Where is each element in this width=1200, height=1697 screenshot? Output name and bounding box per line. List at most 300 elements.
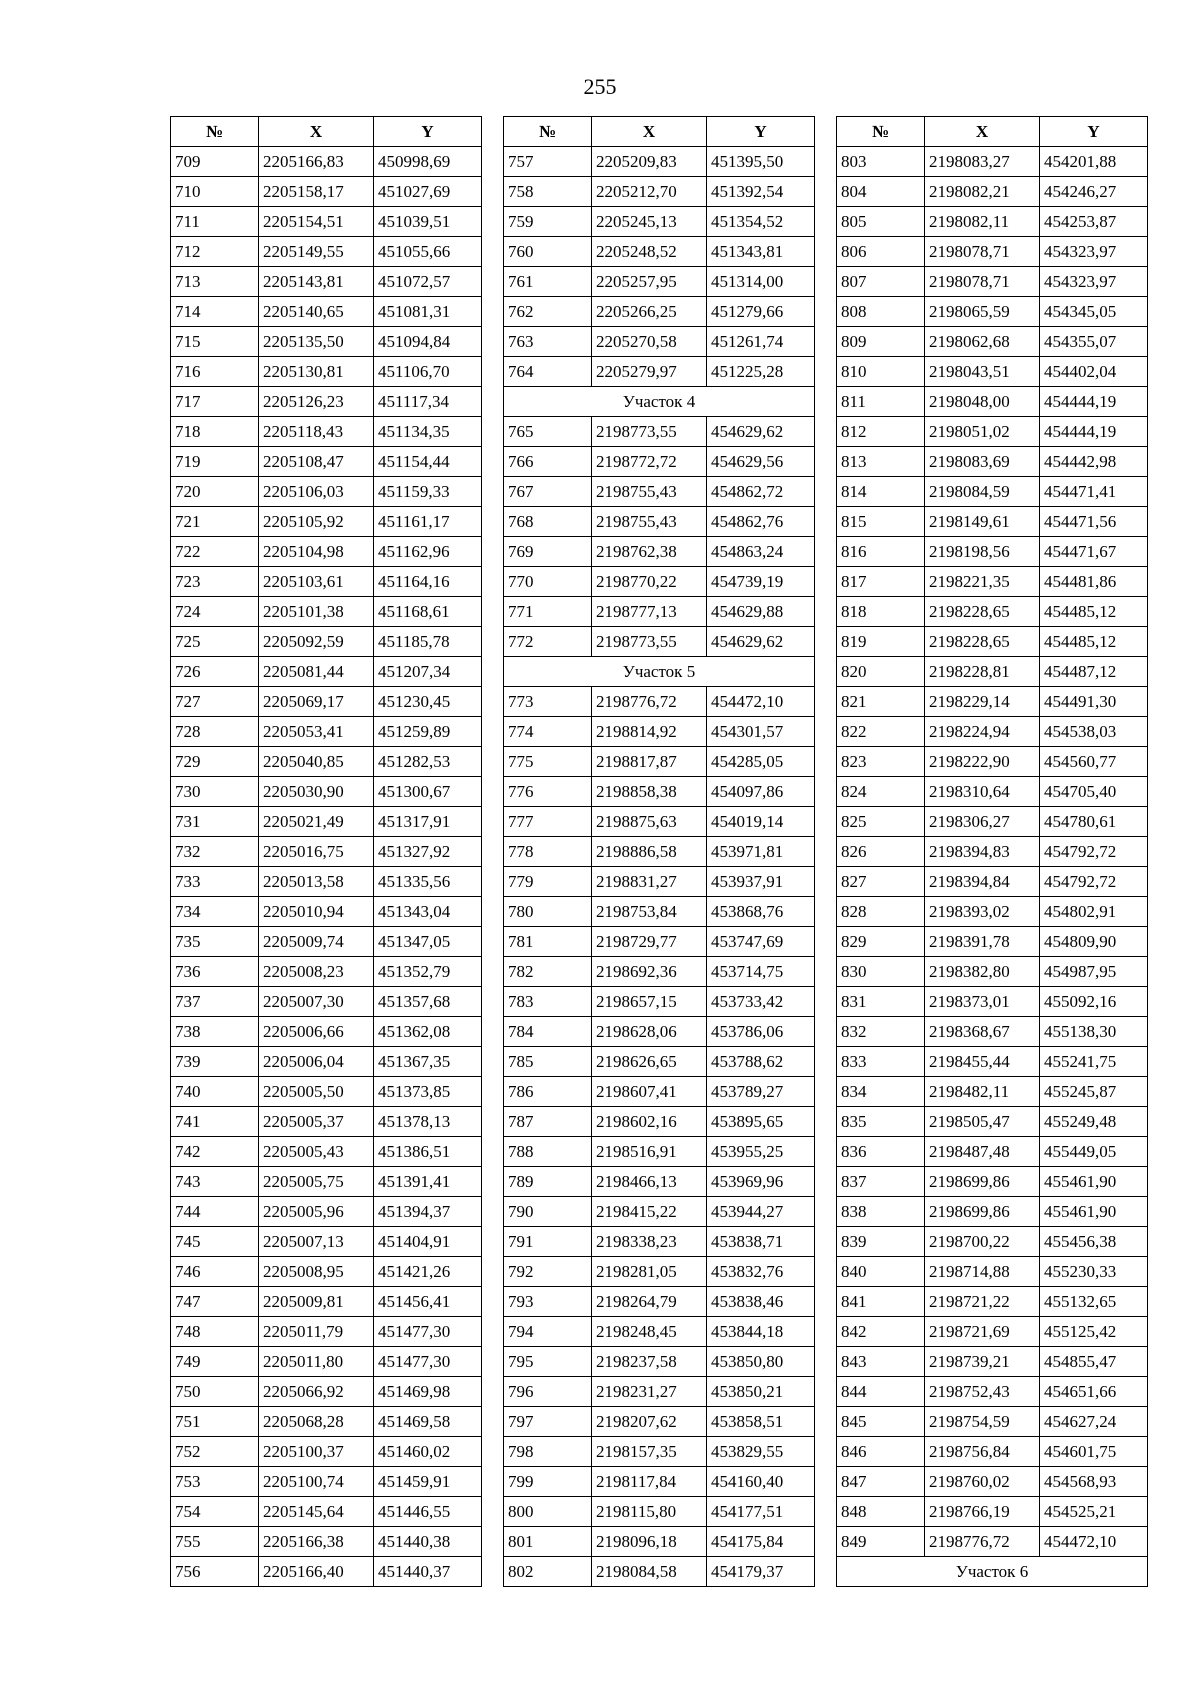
y-coordinate-cell: 451391,41 [374,1167,482,1197]
x-coordinate-cell: 2198721,69 [925,1317,1040,1347]
point-number-cell: 791 [504,1227,592,1257]
table-row [837,327,1148,357]
y-coordinate-cell: 454345,05 [1040,297,1148,327]
table-row [504,267,815,297]
y-coordinate-cell: 454568,93 [1040,1467,1148,1497]
y-coordinate-cell: 453844,18 [707,1317,815,1347]
y-coordinate-cell: 454323,97 [1040,237,1148,267]
y-coordinate-cell: 451357,68 [374,987,482,1017]
y-coordinate-cell: 451159,33 [374,477,482,507]
y-coordinate-cell: 454301,57 [707,717,815,747]
point-number-cell: 745 [171,1227,259,1257]
point-number-cell: 758 [504,177,592,207]
y-coordinate-cell: 454809,90 [1040,927,1148,957]
table-row [504,897,815,927]
table-row [504,747,815,777]
section-row [504,657,815,687]
point-number-cell: 817 [837,567,925,597]
y-coordinate-cell: 455132,65 [1040,1287,1148,1317]
x-coordinate-cell: 2198773,55 [592,417,707,447]
point-number-cell: 709 [171,147,259,177]
y-coordinate-cell: 451367,35 [374,1047,482,1077]
y-coordinate-cell: 453969,96 [707,1167,815,1197]
point-number-cell: 774 [504,717,592,747]
y-coordinate-cell: 454444,19 [1040,417,1148,447]
x-coordinate-cell: 2198373,01 [925,987,1040,1017]
column-header-number: № [504,117,592,147]
point-number-cell: 775 [504,747,592,777]
table-row [171,387,482,417]
table-body [837,147,1148,1587]
y-coordinate-cell: 455461,90 [1040,1197,1148,1227]
point-number-cell: 787 [504,1107,592,1137]
x-coordinate-cell: 2205126,23 [259,387,374,417]
coordinates-table-3 [836,116,1148,1587]
x-coordinate-cell: 2205009,81 [259,1287,374,1317]
point-number-cell: 714 [171,297,259,327]
table-row [837,777,1148,807]
y-coordinate-cell: 451300,67 [374,777,482,807]
point-number-cell: 795 [504,1347,592,1377]
y-coordinate-cell: 451094,84 [374,327,482,357]
x-coordinate-cell: 2198700,22 [925,1227,1040,1257]
table-row [504,957,815,987]
y-coordinate-cell: 451027,69 [374,177,482,207]
x-coordinate-cell: 2205011,80 [259,1347,374,1377]
point-number-cell: 732 [171,837,259,867]
y-coordinate-cell: 451386,51 [374,1137,482,1167]
table-row [837,867,1148,897]
x-coordinate-cell: 2205118,43 [259,417,374,447]
point-number-cell: 829 [837,927,925,957]
x-coordinate-cell: 2205013,58 [259,867,374,897]
table-row [837,357,1148,387]
table-row [171,1347,482,1377]
y-coordinate-cell: 454601,75 [1040,1437,1148,1467]
point-number-cell: 837 [837,1167,925,1197]
y-coordinate-cell: 454855,47 [1040,1347,1148,1377]
y-coordinate-cell: 453850,80 [707,1347,815,1377]
table-row [171,1107,482,1137]
table-row [171,867,482,897]
y-coordinate-cell: 451039,51 [374,207,482,237]
table-row [504,1407,815,1437]
table-row [504,1077,815,1107]
table-row [837,567,1148,597]
table-row [171,1377,482,1407]
y-coordinate-cell: 453714,75 [707,957,815,987]
point-number-cell: 738 [171,1017,259,1047]
point-number-cell: 746 [171,1257,259,1287]
table-row [837,237,1148,267]
table-row [837,207,1148,237]
y-coordinate-cell: 454355,07 [1040,327,1148,357]
table-row [171,747,482,777]
x-coordinate-cell: 2205008,95 [259,1257,374,1287]
y-coordinate-cell: 454481,86 [1040,567,1148,597]
y-coordinate-cell: 451392,54 [707,177,815,207]
y-coordinate-cell: 451440,37 [374,1557,482,1587]
point-number-cell: 723 [171,567,259,597]
point-number-cell: 777 [504,807,592,837]
x-coordinate-cell: 2205011,79 [259,1317,374,1347]
y-coordinate-cell: 451477,30 [374,1347,482,1377]
table-row [504,327,815,357]
table-row [504,177,815,207]
y-coordinate-cell: 451335,56 [374,867,482,897]
column-header-number: № [171,117,259,147]
x-coordinate-cell: 2198043,51 [925,357,1040,387]
table-row [504,1437,815,1467]
y-coordinate-cell: 455249,48 [1040,1107,1148,1137]
x-coordinate-cell: 2198078,71 [925,237,1040,267]
y-coordinate-cell: 451317,91 [374,807,482,837]
point-number-cell: 735 [171,927,259,957]
point-number-cell: 810 [837,357,925,387]
table-row [171,777,482,807]
point-number-cell: 725 [171,627,259,657]
page-number: 255 [583,74,617,99]
y-coordinate-cell: 454487,12 [1040,657,1148,687]
x-coordinate-cell: 2198482,11 [925,1077,1040,1107]
x-coordinate-cell: 2205212,70 [592,177,707,207]
y-coordinate-cell: 454863,24 [707,537,815,567]
point-number-cell: 826 [837,837,925,867]
section-title: Участок 4 [504,387,815,417]
y-coordinate-cell: 451161,17 [374,507,482,537]
point-number-cell: 769 [504,537,592,567]
x-coordinate-cell: 2205030,90 [259,777,374,807]
table-row [504,357,815,387]
point-number-cell: 812 [837,417,925,447]
x-coordinate-cell: 2198505,47 [925,1107,1040,1137]
x-coordinate-cell: 2205016,75 [259,837,374,867]
x-coordinate-cell: 2198776,72 [925,1527,1040,1557]
x-coordinate-cell: 2205053,41 [259,717,374,747]
x-coordinate-cell: 2198766,19 [925,1497,1040,1527]
table-row [504,1557,815,1587]
x-coordinate-cell: 2198228,65 [925,597,1040,627]
y-coordinate-cell: 454491,30 [1040,687,1148,717]
table-row [171,267,482,297]
table-row [171,1467,482,1497]
y-coordinate-cell: 454444,19 [1040,387,1148,417]
x-coordinate-cell: 2198729,77 [592,927,707,957]
table-row [504,1347,815,1377]
y-coordinate-cell: 451225,28 [707,357,815,387]
section-title: Участок 5 [504,657,815,687]
x-coordinate-cell: 2198393,02 [925,897,1040,927]
x-coordinate-cell: 2205066,92 [259,1377,374,1407]
x-coordinate-cell: 2198607,41 [592,1077,707,1107]
table-row [504,1467,815,1497]
x-coordinate-cell: 2198082,11 [925,207,1040,237]
table-header-row [504,117,815,147]
y-coordinate-cell: 454802,91 [1040,897,1148,927]
y-coordinate-cell: 454175,84 [707,1527,815,1557]
table-row [837,1317,1148,1347]
point-number-cell: 719 [171,447,259,477]
table-row [171,177,482,207]
x-coordinate-cell: 2205105,92 [259,507,374,537]
table-row [171,1437,482,1467]
x-coordinate-cell: 2198394,83 [925,837,1040,867]
point-number-cell: 730 [171,777,259,807]
x-coordinate-cell: 2205005,37 [259,1107,374,1137]
table-row [504,1107,815,1137]
table-row [837,597,1148,627]
table-row [837,1077,1148,1107]
table-row [171,717,482,747]
point-number-cell: 757 [504,147,592,177]
point-number-cell: 790 [504,1197,592,1227]
y-coordinate-cell: 454792,72 [1040,867,1148,897]
point-number-cell: 805 [837,207,925,237]
section-title: Участок 6 [837,1557,1148,1587]
y-coordinate-cell: 455456,38 [1040,1227,1148,1257]
table-row [837,1497,1148,1527]
x-coordinate-cell: 2198224,94 [925,717,1040,747]
point-number-cell: 781 [504,927,592,957]
x-coordinate-cell: 2205100,37 [259,1437,374,1467]
point-number-cell: 779 [504,867,592,897]
y-coordinate-cell: 453786,06 [707,1017,815,1047]
table-row [504,417,815,447]
point-number-cell: 731 [171,807,259,837]
x-coordinate-cell: 2198394,84 [925,867,1040,897]
x-coordinate-cell: 2198048,00 [925,387,1040,417]
x-coordinate-cell: 2198756,84 [925,1437,1040,1467]
point-number-cell: 803 [837,147,925,177]
y-coordinate-cell: 453955,25 [707,1137,815,1167]
table-row [504,987,815,1017]
table-row [837,897,1148,927]
y-coordinate-cell: 454739,19 [707,567,815,597]
x-coordinate-cell: 2198753,84 [592,897,707,927]
coordinates-table-2 [503,116,815,1587]
x-coordinate-cell: 2205166,40 [259,1557,374,1587]
x-coordinate-cell: 2205010,94 [259,897,374,927]
point-number-cell: 720 [171,477,259,507]
table-row [171,207,482,237]
point-number-cell: 726 [171,657,259,687]
point-number-cell: 756 [171,1557,259,1587]
x-coordinate-cell: 2198264,79 [592,1287,707,1317]
y-coordinate-cell: 454160,40 [707,1467,815,1497]
point-number-cell: 753 [171,1467,259,1497]
point-number-cell: 710 [171,177,259,207]
point-number-cell: 771 [504,597,592,627]
y-coordinate-cell: 453747,69 [707,927,815,957]
point-number-cell: 778 [504,837,592,867]
table-row [837,657,1148,687]
y-coordinate-cell: 451446,55 [374,1497,482,1527]
point-number-cell: 793 [504,1287,592,1317]
x-coordinate-cell: 2198391,78 [925,927,1040,957]
y-coordinate-cell: 453971,81 [707,837,815,867]
x-coordinate-cell: 2198207,62 [592,1407,707,1437]
table-row [171,1077,482,1107]
y-coordinate-cell: 451373,85 [374,1077,482,1107]
x-coordinate-cell: 2198083,69 [925,447,1040,477]
x-coordinate-cell: 2198739,21 [925,1347,1040,1377]
y-coordinate-cell: 451314,00 [707,267,815,297]
point-number-cell: 754 [171,1497,259,1527]
table-row [171,1227,482,1257]
column-header-x: X [259,117,374,147]
y-coordinate-cell: 454471,67 [1040,537,1148,567]
y-coordinate-cell: 454862,76 [707,507,815,537]
y-coordinate-cell: 451134,35 [374,417,482,447]
column-header-y: Y [374,117,482,147]
y-coordinate-cell: 451055,66 [374,237,482,267]
point-number-cell: 833 [837,1047,925,1077]
table-row [504,927,815,957]
table-row [171,1017,482,1047]
table-row [504,1017,815,1047]
y-coordinate-cell: 454651,66 [1040,1377,1148,1407]
point-number-cell: 845 [837,1407,925,1437]
y-coordinate-cell: 454862,72 [707,477,815,507]
y-coordinate-cell: 454201,88 [1040,147,1148,177]
table-row [837,477,1148,507]
table-row [837,1137,1148,1167]
point-number-cell: 764 [504,357,592,387]
table-row [837,807,1148,837]
y-coordinate-cell: 450998,69 [374,147,482,177]
y-coordinate-cell: 454705,40 [1040,777,1148,807]
x-coordinate-cell: 2205145,64 [259,1497,374,1527]
point-number-cell: 824 [837,777,925,807]
x-coordinate-cell: 2205005,43 [259,1137,374,1167]
y-coordinate-cell: 454253,87 [1040,207,1148,237]
x-coordinate-cell: 2205135,50 [259,327,374,357]
point-number-cell: 722 [171,537,259,567]
table-row [504,717,815,747]
x-coordinate-cell: 2198657,15 [592,987,707,1017]
table-row [504,1377,815,1407]
table-row [837,687,1148,717]
x-coordinate-cell: 2205149,55 [259,237,374,267]
x-coordinate-cell: 2198228,65 [925,627,1040,657]
x-coordinate-cell: 2205158,17 [259,177,374,207]
table-row [171,507,482,537]
table-row [171,1527,482,1557]
point-number-cell: 828 [837,897,925,927]
point-number-cell: 798 [504,1437,592,1467]
y-coordinate-cell: 455138,30 [1040,1017,1148,1047]
point-number-cell: 767 [504,477,592,507]
x-coordinate-cell: 2198083,27 [925,147,1040,177]
x-coordinate-cell: 2198078,71 [925,267,1040,297]
point-number-cell: 813 [837,447,925,477]
table-row [171,357,482,387]
y-coordinate-cell: 451081,31 [374,297,482,327]
point-number-cell: 733 [171,867,259,897]
table-row [837,1167,1148,1197]
point-number-cell: 760 [504,237,592,267]
y-coordinate-cell: 451477,30 [374,1317,482,1347]
x-coordinate-cell: 2198248,45 [592,1317,707,1347]
x-coordinate-cell: 2205092,59 [259,627,374,657]
point-number-cell: 750 [171,1377,259,1407]
x-coordinate-cell: 2205106,03 [259,477,374,507]
x-coordinate-cell: 2198602,16 [592,1107,707,1137]
x-coordinate-cell: 2198198,56 [925,537,1040,567]
y-coordinate-cell: 451352,79 [374,957,482,987]
x-coordinate-cell: 2198338,23 [592,1227,707,1257]
x-coordinate-cell: 2205008,23 [259,957,374,987]
table-row [171,987,482,1017]
table-row [504,1197,815,1227]
point-number-cell: 759 [504,207,592,237]
x-coordinate-cell: 2198062,68 [925,327,1040,357]
point-number-cell: 727 [171,687,259,717]
point-number-cell: 736 [171,957,259,987]
point-number-cell: 717 [171,387,259,417]
point-number-cell: 827 [837,867,925,897]
y-coordinate-cell: 454485,12 [1040,627,1148,657]
x-coordinate-cell: 2205021,49 [259,807,374,837]
table-body [171,147,482,1587]
y-coordinate-cell: 454780,61 [1040,807,1148,837]
x-coordinate-cell: 2205007,30 [259,987,374,1017]
y-coordinate-cell: 451394,37 [374,1197,482,1227]
y-coordinate-cell: 453858,51 [707,1407,815,1437]
x-coordinate-cell: 2205006,66 [259,1017,374,1047]
point-number-cell: 740 [171,1077,259,1107]
y-coordinate-cell: 453838,46 [707,1287,815,1317]
x-coordinate-cell: 2198237,58 [592,1347,707,1377]
point-number-cell: 748 [171,1317,259,1347]
point-number-cell: 835 [837,1107,925,1137]
table-row [171,1197,482,1227]
table-row [837,837,1148,867]
table-row [171,627,482,657]
x-coordinate-cell: 2198084,58 [592,1557,707,1587]
point-number-cell: 836 [837,1137,925,1167]
x-coordinate-cell: 2198516,91 [592,1137,707,1167]
point-number-cell: 820 [837,657,925,687]
point-number-cell: 823 [837,747,925,777]
y-coordinate-cell: 451279,66 [707,297,815,327]
y-coordinate-cell: 454629,62 [707,417,815,447]
table-row [837,297,1148,327]
x-coordinate-cell: 2205068,28 [259,1407,374,1437]
table-row [504,1257,815,1287]
table-row [504,1167,815,1197]
y-coordinate-cell: 453937,91 [707,867,815,897]
table-row [171,447,482,477]
x-coordinate-cell: 2205040,85 [259,747,374,777]
point-number-cell: 848 [837,1497,925,1527]
y-coordinate-cell: 454472,10 [1040,1527,1148,1557]
y-coordinate-cell: 454627,24 [1040,1407,1148,1437]
point-number-cell: 765 [504,417,592,447]
y-coordinate-cell: 455245,87 [1040,1077,1148,1107]
x-coordinate-cell: 2198051,02 [925,417,1040,447]
x-coordinate-cell: 2198084,59 [925,477,1040,507]
point-number-cell: 816 [837,537,925,567]
x-coordinate-cell: 2205005,96 [259,1197,374,1227]
table-row [171,327,482,357]
table-row [837,1257,1148,1287]
table-row [504,1137,815,1167]
table-row [171,147,482,177]
y-coordinate-cell: 453944,27 [707,1197,815,1227]
table-row [171,567,482,597]
x-coordinate-cell: 2205140,65 [259,297,374,327]
